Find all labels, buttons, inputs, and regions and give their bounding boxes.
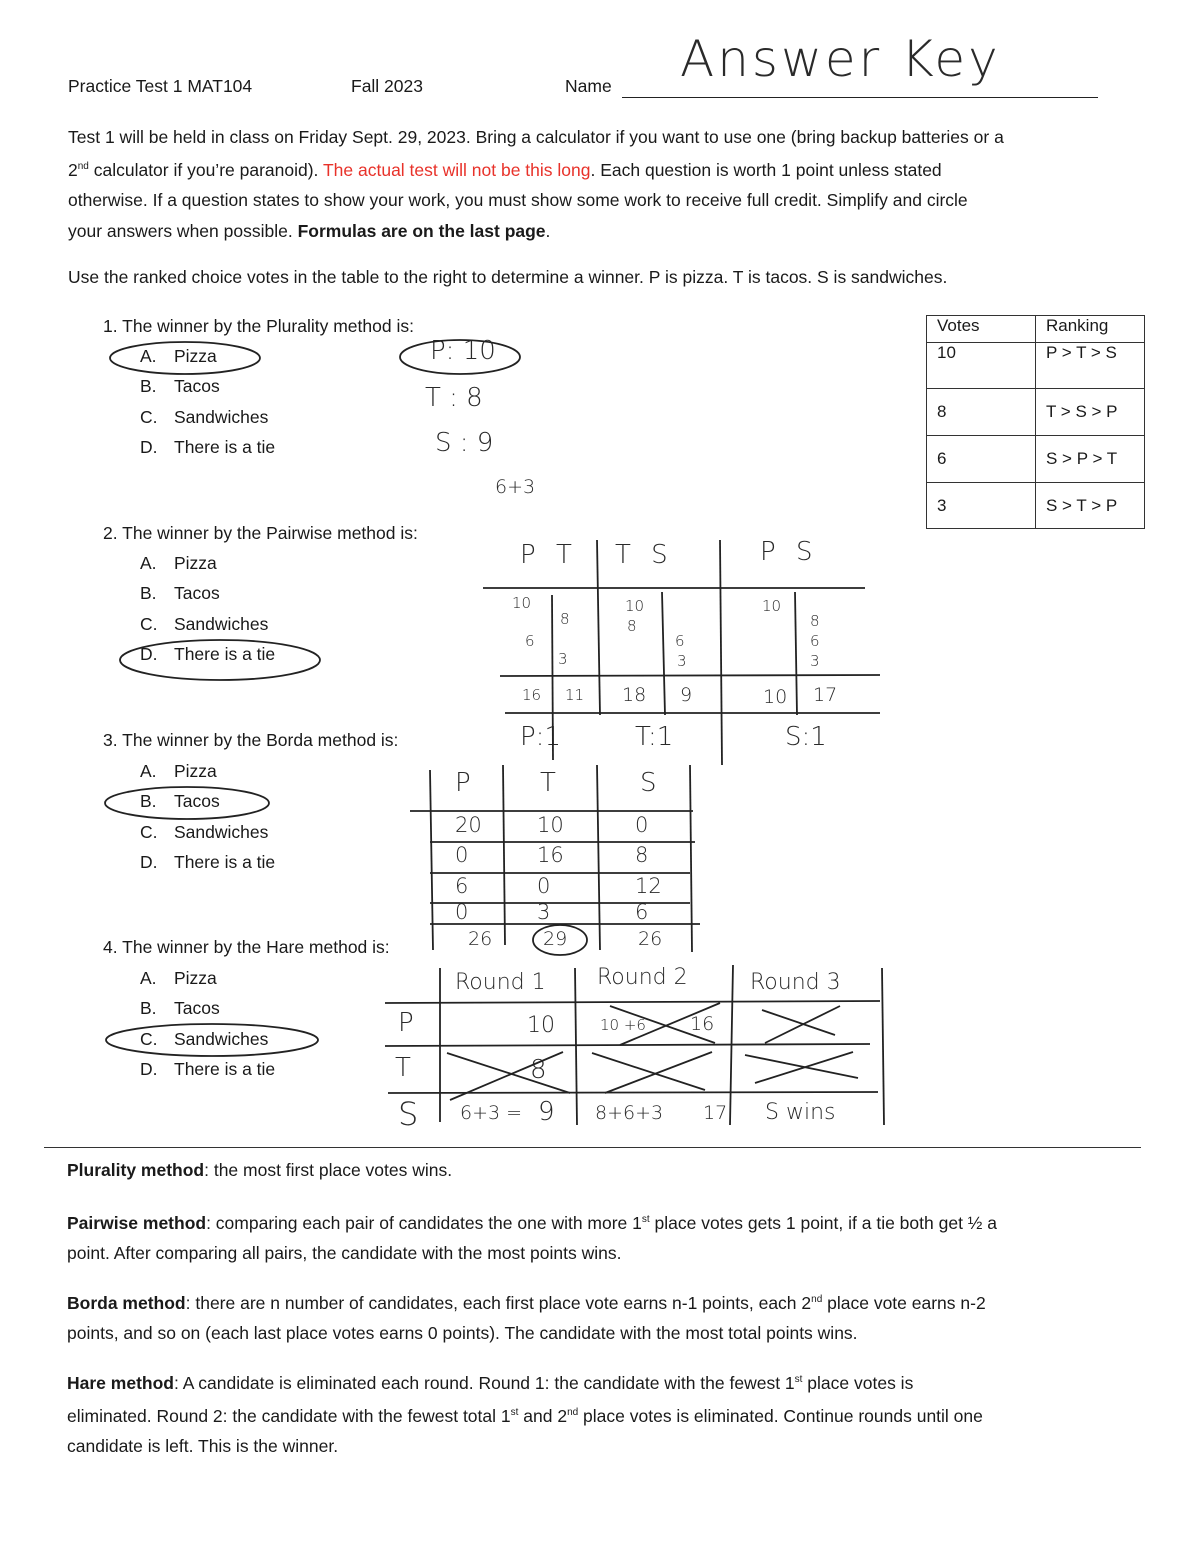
question-text: The winner by the Pairwise method is: (122, 523, 418, 543)
borda-total: 26 (468, 928, 493, 950)
text: point. After comparing all pairs, the candidate with the most points wins. (67, 1243, 622, 1264)
borda-cell: 10 (537, 813, 564, 837)
option-text: Pizza (174, 761, 217, 781)
question-text: The winner by the Hare method is: (122, 937, 390, 957)
warning-text: The actual test will not be this long (322, 160, 591, 181)
intro-line-3: otherwise. If a question states to show your work, you must show some work to receive full credit. Simplify and circle (68, 190, 968, 211)
option-text: Tacos (174, 998, 220, 1019)
grid-line (597, 765, 600, 950)
option-text: There is a tie (174, 643, 276, 664)
hare-value: 17 (703, 1102, 728, 1124)
term: Plurality method (67, 1160, 205, 1180)
hare-winner: S wins (765, 1100, 836, 1125)
text: candidate is left. This is the winner. (67, 1436, 339, 1457)
option-letter: B. (140, 583, 157, 604)
ranking-cell: T > S > P (1036, 389, 1145, 436)
text: : the most first place votes wins. (204, 1160, 453, 1180)
text: . (545, 220, 551, 241)
pairwise-header-ps: P S (760, 537, 819, 567)
hare-row-label: T (395, 1053, 411, 1083)
borda-cell: 0 (455, 843, 469, 867)
sup: st (794, 1374, 803, 1385)
hare-header: Round 3 (750, 970, 841, 995)
option-letter: D. (140, 1058, 158, 1079)
grid-line (882, 968, 884, 1125)
borda-total: 26 (638, 928, 663, 950)
borda-cell: 0 (455, 900, 469, 924)
borda-cell: 3 (537, 900, 551, 924)
pairwise-total: 10 (763, 686, 788, 708)
text: : A candidate is eliminated each round. Round 1: the candidate with the fewest 1 (173, 1372, 795, 1393)
hare-value: 10 +6 (600, 1016, 646, 1034)
ranking-cell: S > T > P (1036, 483, 1145, 529)
hare-value: 8+6+3 (595, 1102, 664, 1124)
text: : comparing each pair of candidates the one with more 1 (206, 1212, 642, 1233)
votes-cell: 8 (927, 389, 1036, 436)
option-letter: D. (140, 851, 158, 872)
pairwise-header-ts: T S (615, 540, 674, 570)
plurality-p-circle (400, 340, 520, 374)
grid-line (385, 1001, 880, 1003)
option-letter: B. (140, 376, 157, 397)
name-handwritten: Answer Key (680, 30, 1001, 88)
sup: st (510, 1407, 519, 1419)
borda-cell: 16 (537, 843, 564, 867)
term: Pairwise method (67, 1212, 207, 1233)
text: place votes is eliminated. Continue rounds until one (578, 1405, 983, 1426)
answer-circle-q2 (120, 640, 320, 680)
text: 2 (68, 160, 78, 181)
question-number: 1. (103, 316, 118, 336)
grid-line (720, 540, 722, 765)
plurality-s-sum: 6+3 (495, 476, 536, 498)
option-letter: C. (140, 406, 158, 427)
question-number: 2. (103, 523, 118, 543)
hare-row-label: S (398, 1095, 419, 1133)
grid-line (795, 592, 797, 715)
option-text: There is a tie (174, 436, 276, 457)
pairwise-total: 17 (813, 684, 838, 706)
pairwise-result-s: S:1 (785, 722, 827, 752)
definition-pairwise (67, 1205, 1147, 1268)
pairwise-value: 3 (677, 652, 687, 670)
borda-cell: 12 (635, 874, 662, 898)
question-text: The winner by the Borda method is: (122, 730, 399, 750)
hare-row-label: P (398, 1008, 414, 1038)
pairwise-total: 16 (522, 686, 542, 704)
term: Hare method (67, 1372, 174, 1393)
pairwise-value: 6 (810, 632, 820, 650)
text: and 2 (518, 1405, 568, 1426)
text: place vote earns n-2 (822, 1292, 986, 1313)
pairwise-value: 6 (525, 632, 535, 650)
option-text: There is a tie (174, 1058, 276, 1079)
pairwise-total: 11 (565, 686, 585, 704)
grid-line (385, 1044, 870, 1046)
option-text: Pizza (174, 968, 217, 988)
pairwise-value: 8 (627, 617, 637, 635)
text: place votes is (802, 1372, 914, 1393)
header-votes: Votes (927, 316, 1036, 343)
question-text: The winner by the Plurality method is: (122, 316, 414, 336)
plurality-p: P: 10 (430, 336, 496, 366)
option-text: Pizza (174, 553, 217, 573)
text: your answers when possible. (68, 220, 298, 241)
text: . Each question is worth 1 point unless stated (590, 160, 942, 181)
test-title: Practice Test 1 MAT104 (68, 76, 253, 96)
hare-value: 6+3 = (460, 1102, 523, 1124)
option-letter: A. (140, 968, 157, 988)
question-number: 4. (103, 937, 118, 957)
grid-line (503, 765, 505, 945)
borda-cell: 0 (635, 813, 649, 837)
grid-line (430, 770, 433, 950)
option-text: There is a tie (174, 851, 276, 872)
ranking-cell: P > T > S (1036, 343, 1145, 389)
cross-out (592, 1053, 705, 1090)
option-text: Tacos (174, 583, 220, 604)
borda-cell: 20 (455, 813, 482, 837)
borda-cell: 8 (635, 843, 649, 867)
pairwise-result-t: T:1 (635, 722, 674, 752)
pairwise-value: 8 (560, 610, 570, 628)
hare-header: Round 1 (455, 970, 546, 995)
cross-out (447, 1053, 570, 1093)
pairwise-value: 8 (810, 612, 820, 630)
option-letter: A. (140, 553, 157, 573)
option-letter: A. (140, 346, 157, 366)
pairwise-value: 3 (558, 650, 568, 668)
text: points, and so on (each last place votes earns 0 points). The candidate with the most total points wins. (67, 1323, 858, 1344)
text: eliminated. Round 2: the candidate with the fewest total 1 (67, 1405, 511, 1426)
hare-value: 9 (538, 1097, 555, 1127)
option-text: Pizza (174, 346, 217, 366)
option-letter: C. (140, 613, 158, 634)
plurality-t: T : 8 (425, 383, 483, 413)
ranking-cell: S > P > T (1036, 436, 1145, 483)
pairwise-total: 18 (622, 684, 647, 706)
cross-out (745, 1055, 858, 1078)
question-number: 3. (103, 730, 118, 750)
borda-header: S (640, 768, 657, 798)
option-letter: B. (140, 791, 157, 812)
pairwise-value: 6 (675, 632, 685, 650)
hare-value: 10 (527, 1013, 555, 1038)
answer-circle-q1 (110, 342, 260, 374)
grid-line (552, 595, 553, 760)
borda-winner-circle (533, 925, 587, 955)
option-text: Tacos (174, 791, 220, 812)
votes-cell: 3 (927, 483, 1036, 529)
sup: nd (567, 1407, 579, 1419)
borda-header: P (455, 768, 471, 798)
cross-out (755, 1052, 853, 1083)
pairwise-header-pt: P T (520, 540, 578, 570)
sup: nd (811, 1294, 823, 1305)
grid-line (500, 675, 880, 676)
definition-plurality (67, 1155, 1147, 1185)
option-letter: D. (140, 436, 158, 457)
name-label: Name (565, 76, 612, 96)
grid-line (575, 968, 577, 1125)
borda-cell: 0 (537, 874, 551, 898)
borda-cell: 6 (455, 874, 469, 898)
pairwise-result-p: P:1 (520, 722, 561, 752)
option-letter: A. (140, 761, 157, 781)
pairwise-value: 3 (810, 652, 820, 670)
option-letter: C. (140, 821, 158, 842)
sup: st (641, 1214, 650, 1225)
definition-borda (67, 1285, 1147, 1348)
grid-line (597, 540, 600, 715)
intro-line-1: Test 1 will be held in class on Friday Sept. 29, 2023. Bring a calculator if you want to use one (bring backup batteries or a (68, 127, 1004, 147)
option-letter: B. (140, 998, 157, 1019)
pairwise-value: 10 (762, 597, 782, 615)
term: Fall 2023 (351, 76, 423, 96)
cross-out (765, 1006, 840, 1043)
header-ranking: Ranking (1036, 316, 1145, 343)
plurality-s: S : 9 (435, 428, 494, 458)
definition-hare (67, 1365, 1147, 1462)
votes-cell: 6 (927, 436, 1036, 483)
grid-line (662, 592, 665, 715)
pairwise-total: 9 (680, 684, 693, 706)
option-text: Sandwiches (174, 406, 269, 427)
answer-circle-q4 (106, 1024, 318, 1056)
borda-total-winner: 29 (543, 928, 568, 950)
instructions: Use the ranked choice votes in the table to the right to determine a winner. P is pizza. T is tacos. S is sandwiches. (68, 267, 948, 287)
option-text: Sandwiches (174, 821, 269, 842)
text: place votes gets 1 point, if a tie both get ½ a (649, 1212, 997, 1233)
pairwise-value: 10 (512, 594, 532, 612)
text: : there are n number of candidates, each first place vote earns n-1 points, each 2 (185, 1292, 812, 1313)
sup: nd (77, 161, 89, 173)
text: calculator if you’re paranoid). (88, 160, 323, 181)
option-text: Sandwiches (174, 613, 269, 634)
term: Borda method (67, 1292, 186, 1313)
hare-value: 8 (530, 1055, 547, 1085)
option-letter: C. (140, 1028, 158, 1049)
answer-circle-q3 (105, 787, 269, 819)
option-letter: D. (140, 643, 158, 664)
bold-text: Formulas are on the last page (297, 220, 546, 241)
votes-cell: 10 (927, 343, 1036, 389)
borda-header: T (540, 768, 556, 798)
hare-header: Round 2 (597, 965, 688, 990)
option-text: Tacos (174, 376, 220, 397)
option-text: Sandwiches (174, 1028, 269, 1049)
grid-line (388, 1092, 878, 1093)
pairwise-value: 10 (625, 597, 645, 615)
borda-cell: 6 (635, 900, 649, 924)
hare-value: 16 (690, 1013, 715, 1035)
